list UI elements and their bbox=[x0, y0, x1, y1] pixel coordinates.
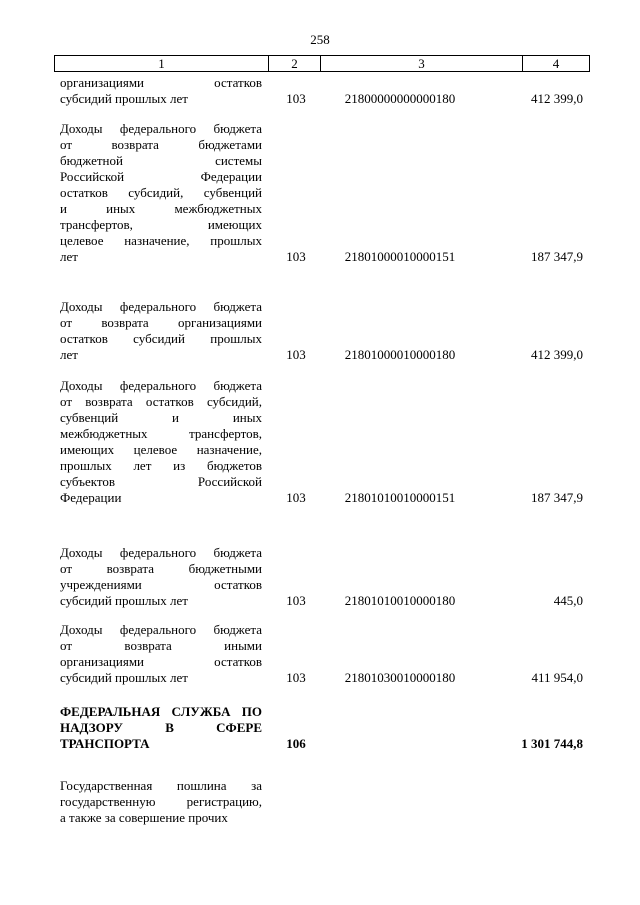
row-code: 103 bbox=[286, 670, 306, 685]
description-line: от возврата организациями bbox=[60, 315, 262, 330]
description-line: ТРАНСПОРТА bbox=[60, 736, 150, 751]
description-line: от возврата бюджетами bbox=[60, 137, 262, 152]
row-description bbox=[60, 778, 262, 826]
row-amount: 445,0 bbox=[553, 593, 583, 608]
row-kbk: 21801000010000180 bbox=[344, 347, 456, 362]
row-amount: 187 347,9 bbox=[531, 490, 583, 505]
row-amount: 187 347,9 bbox=[531, 249, 583, 264]
description-line: лет bbox=[60, 347, 78, 362]
row-description bbox=[60, 545, 262, 609]
row-kbk: 21800000000000180 bbox=[344, 91, 456, 106]
description-line: Федерации bbox=[60, 490, 122, 505]
table-header bbox=[54, 55, 590, 72]
description-line: государственную регистрацию, bbox=[60, 794, 262, 809]
description-line: от возврата иными bbox=[60, 638, 262, 653]
description-line: Доходы федерального бюджета bbox=[60, 299, 262, 314]
row-description bbox=[60, 121, 262, 265]
row-code: 103 bbox=[286, 347, 306, 362]
header-col-3: 3 bbox=[321, 56, 523, 71]
description-line: целевое назначение, прошлых bbox=[60, 233, 262, 248]
row-description bbox=[60, 378, 262, 506]
description-line: ФЕДЕРАЛЬНАЯ СЛУЖБА ПО bbox=[60, 704, 262, 719]
row-description bbox=[60, 75, 262, 107]
row-kbk: 21801000010000151 bbox=[344, 249, 456, 264]
description-line: Доходы федерального бюджета bbox=[60, 545, 262, 560]
description-line: прошлых лет из бюджетов bbox=[60, 458, 262, 473]
header-col-2: 2 bbox=[269, 56, 321, 71]
description-line: остатков субсидий прошлых bbox=[60, 331, 262, 346]
row-code: 106 bbox=[286, 736, 306, 751]
description-line: имеющих целевое назначение, bbox=[60, 442, 262, 457]
row-code: 103 bbox=[286, 490, 306, 505]
description-line: бюджетной системы bbox=[60, 153, 262, 168]
description-line: и иных межбюджетных bbox=[60, 201, 262, 216]
description-line: Доходы федерального бюджета bbox=[60, 378, 262, 393]
description-line: Государственная пошлина за bbox=[60, 778, 262, 793]
description-line: Доходы федерального бюджета bbox=[60, 121, 262, 136]
description-line: Доходы федерального бюджета bbox=[60, 622, 262, 637]
description-line: а также за совершение прочих bbox=[60, 810, 228, 825]
description-line: субъектов Российской bbox=[60, 474, 262, 489]
row-kbk: 21801030010000180 bbox=[344, 670, 456, 685]
description-line: лет bbox=[60, 249, 78, 264]
description-line: субсидий прошлых лет bbox=[60, 670, 188, 685]
description-line: трансфертов, имеющих bbox=[60, 217, 262, 232]
description-line: учреждениями остатков bbox=[60, 577, 262, 592]
row-description bbox=[60, 622, 262, 686]
description-line: субсидий прошлых лет bbox=[60, 91, 188, 106]
row-code: 103 bbox=[286, 593, 306, 608]
row-description bbox=[60, 704, 262, 752]
description-line: организациями остатков bbox=[60, 75, 262, 90]
description-line: организациями остатков bbox=[60, 654, 262, 669]
description-line: НАДЗОРУ В СФЕРЕ bbox=[60, 720, 262, 735]
header-col-4: 4 bbox=[552, 56, 560, 71]
description-line: Российской Федерации bbox=[60, 169, 262, 184]
description-line: субвенций и иных bbox=[60, 410, 262, 425]
row-amount: 412 399,0 bbox=[531, 347, 583, 362]
description-line: от возврата бюджетными bbox=[60, 561, 262, 576]
description-line: от возврата остатков субсидий, bbox=[60, 394, 262, 409]
row-kbk: 21801010010000180 bbox=[344, 593, 456, 608]
page-number: 258 bbox=[310, 32, 330, 47]
description-line: остатков субсидий, субвенций bbox=[60, 185, 262, 200]
row-amount: 412 399,0 bbox=[531, 91, 583, 106]
row-amount: 1 301 744,8 bbox=[521, 736, 583, 751]
row-description bbox=[60, 299, 262, 363]
description-line: субсидий прошлых лет bbox=[60, 593, 188, 608]
row-code: 103 bbox=[286, 249, 306, 264]
description-line: межбюджетных трансфертов, bbox=[60, 426, 262, 441]
row-kbk: 21801010010000151 bbox=[344, 490, 456, 505]
row-code: 103 bbox=[286, 91, 306, 106]
row-amount: 411 954,0 bbox=[531, 670, 583, 685]
header-col-1: 1 bbox=[55, 56, 269, 71]
